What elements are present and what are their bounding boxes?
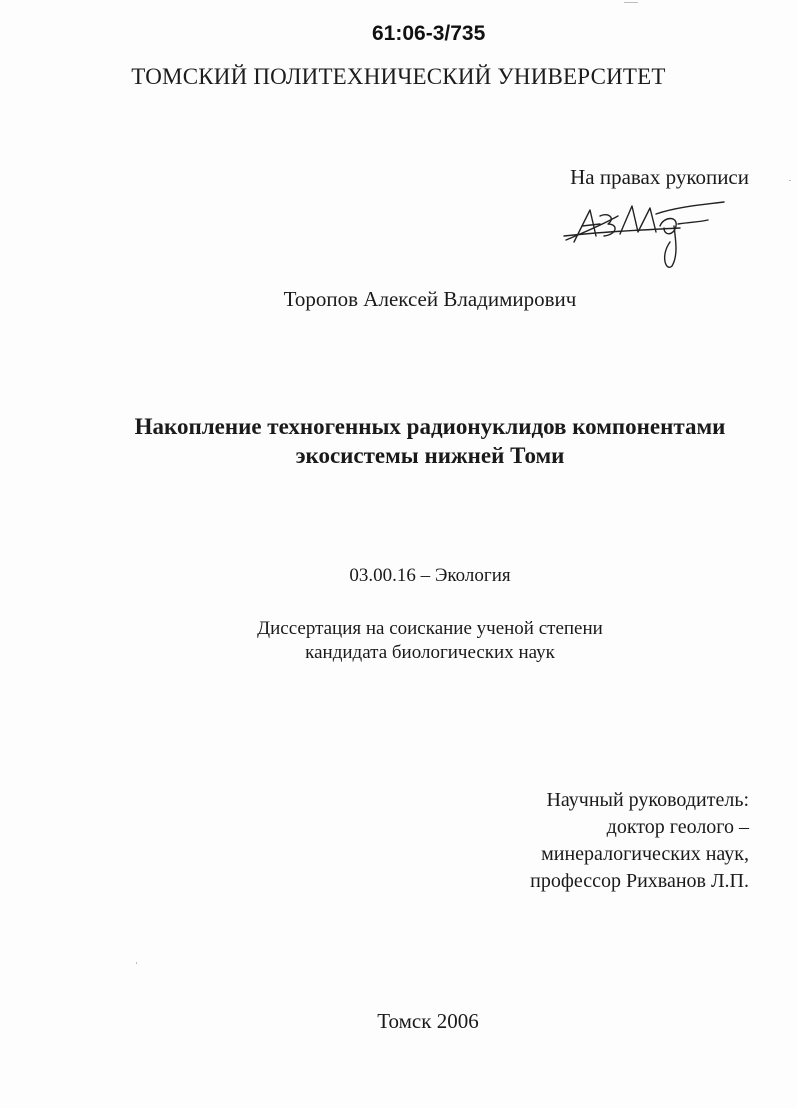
supervisor-line-3: минералогических наук, <box>541 843 749 865</box>
supervisor-block <box>530 787 749 895</box>
title-line-1: Накопление техногенных радионуклидов компонентами <box>134 414 726 439</box>
title-line-2: экосистемы нижней Томи <box>295 443 565 468</box>
degree-line-2: кандидата биологических наук <box>305 642 555 663</box>
signature-stroke <box>665 226 676 267</box>
author-name: Торопов Алексей Владимирович <box>283 287 577 311</box>
scan-speck <box>136 962 137 964</box>
rights-notice: На правах рукописи <box>570 165 749 189</box>
city-year: Томск 2006 <box>377 1009 479 1033</box>
signature-image <box>560 196 730 272</box>
signature-stroke <box>678 220 708 224</box>
university-name: ТОМСКИЙ ПОЛИТЕХНИЧЕСКИЙ УНИВЕРСИТЕТ <box>131 64 666 89</box>
supervisor-line-1: Научный руководитель: <box>546 789 749 811</box>
supervisor-line-4: профессор Рихванов Л.П. <box>530 870 749 892</box>
dissertation-title <box>0 412 797 470</box>
scan-speck <box>624 2 638 3</box>
degree-line-1: Диссертация на соискание ученой степени <box>257 618 603 639</box>
specialty-code: 03.00.16 – Экология <box>349 565 511 586</box>
signature-stroke <box>656 202 724 214</box>
degree-statement <box>0 617 797 665</box>
scan-speck <box>789 180 791 181</box>
supervisor-line-2: доктор геолого – <box>606 816 749 838</box>
shelf-code: 61:06-3/735 <box>372 22 486 45</box>
